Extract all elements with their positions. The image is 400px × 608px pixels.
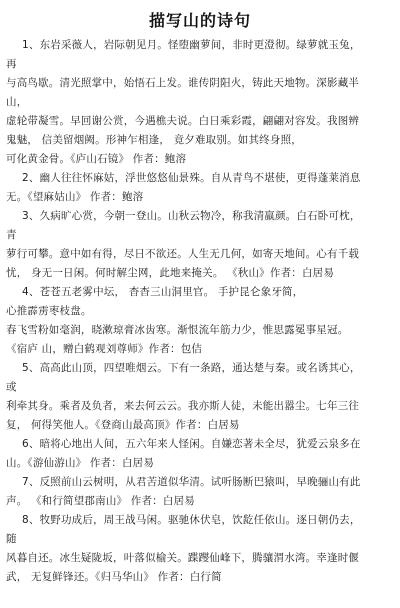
poem-7-line-1: 7、反照前山云树明，从君苦道似华清。试听肠断巴猿叫，早晚骊山有此: [22, 476, 361, 488]
poem-1-line-3: 与高鸟歇。清光照掌中，始悟石上发。谁传阴阳火，铸此天地物。深影藏半: [6, 77, 360, 89]
poem-2-attribution: 无。《望麻姑山》 作者：鲍溶: [6, 191, 144, 203]
poem-3-attribution: 忧， 身无一日闲。何时解尘网，此地来掩关。 《秋山》作者：白居易: [6, 267, 335, 279]
poem-1-line-4: 山，: [6, 96, 28, 108]
poem-5-line-3: 利牵其身。乘者及负者，来去何云云。我亦斯人徒，未能出嚣尘。七年三往: [6, 400, 360, 412]
poem-2-line-1: 2、幽人往往怀麻姑，浮世悠悠仙景殊。自从青鸟不堪使，更得蓬莱消息: [22, 172, 361, 184]
poem-5-attribution: 复， 何得笑他人。《登商山最高顶》作者：白居易: [6, 419, 240, 431]
poem-4-line-3: 春飞雪粉如毫润，晓漱琼膏冰齿寒。渐恨流年筋力少，惟思露冕事星冠。: [6, 324, 349, 336]
poem-1-line-5: 虚轮带凝雪。早回谢公赏，今遇樵夫说。白日乘彩霞，翩翩对容发。我图辨: [6, 115, 360, 127]
poem-4-line-2: 心推霹雳枣枝盘。: [6, 305, 92, 317]
poem-4-line-1: 4、苍苍五老雾中坛， 杳杳三山洞里官。 手护昆仑象牙简，: [22, 286, 304, 298]
poem-8-line-1: 8、牧野功成后，周王战马闲。驱驰休伏皂，饮龁任依山。逐日朝仍去，: [22, 514, 361, 526]
poem-1-line-1: 1、东岩采薇人，岩际朝见月。怪堕幽萝间，非时更澄彻。绿萝就玉兔，: [22, 39, 361, 51]
poem-7-attribution: 声。 《和行简望郡南山》 作者：白居易: [6, 495, 195, 507]
poem-1-line-2: 再: [6, 58, 17, 70]
poem-1-attribution: 可化黄金骨。《庐山石镜》 作者：鲍溶: [6, 153, 187, 165]
poem-3-line-1: 3、久病旷心赏，今朝一登山。山秋云物冷，称我清羸颜。白石卧可枕，: [22, 210, 361, 222]
poem-5-line-1: 5、高高此山顶，四望唯烟云。下有一条路，通达楚与秦。或名诱其心，: [22, 362, 361, 374]
poem-3-line-2: 青: [6, 229, 17, 241]
poem-8-line-2: 随: [6, 533, 17, 545]
poem-4-attribution: 《宿庐 山，赠白鹤观刘尊师》作者：包佶: [6, 343, 203, 355]
poem-8-attribution: 武， 无复鲜锋还。《归马华山》 作者：白行简: [6, 571, 222, 583]
poem-6-line-1: 6、暗将心地出人间，五六年来人怪闲。自嫌恋著未全尽，犹爱云泉多在: [22, 438, 361, 450]
poem-5-line-2: 或: [6, 381, 17, 393]
poem-6-attribution: 山。《游仙游山》 作者：白居易: [6, 457, 155, 469]
document-title: 描写山的诗句: [148, 11, 251, 30]
poem-8-line-3: 风暮自还。冰生疑陇坂，叶落似榆关。蹀躞仙峰下，腾骧渭水湾。幸逢时偃: [6, 552, 360, 564]
poem-3-line-3: 萝行可攀。意中如有得，尽日不欲还。人生无几何，如寄天地间。心有千载: [6, 248, 360, 260]
poem-1-line-6: 鬼魅， 信美留烟阙。形神乍相逢， 竟夕难取别。如其终身照，: [6, 134, 302, 146]
